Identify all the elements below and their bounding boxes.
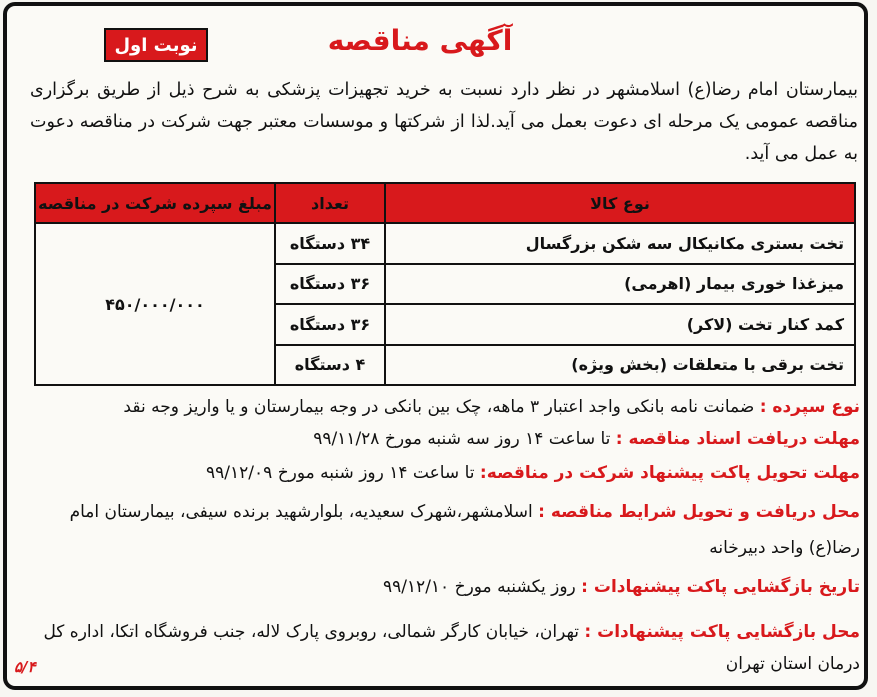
submit-deadline-label: مهلت تحویل پاکت پیشنهاد شرکت در مناقصه: (479, 463, 860, 483)
submit-deadline-value: تا ساعت ۱۴ روز شنبه مورخ ۹۹/۱۲/۰۹ (206, 463, 475, 483)
opening-place-label: محل بازگشایی پاکت پیشنهادات : (584, 622, 860, 642)
row-qty: ۳۴ دستگاه (275, 223, 385, 264)
location (18, 494, 860, 566)
header-item: نوع کالا (385, 183, 855, 223)
opening-place (18, 616, 860, 680)
items-table (34, 182, 856, 386)
table-row (35, 223, 855, 264)
deposit-type-value: ضمانت نامه بانکی واجد اعتبار ۳ ماهه، چک بین بانکی در وجه بیمارستان و یا واریز وجه نقد (123, 397, 755, 417)
opening-date-label: تاریخ بازگشایی پاکت پیشنهادات : (581, 577, 860, 597)
deposit-type (18, 392, 860, 422)
handwritten-note: ۵/۴ (14, 658, 36, 676)
row-qty: ۴ دستگاه (275, 345, 385, 386)
docs-deadline-value: تا ساعت ۱۴ روز سه شنبه مورخ ۹۹/۱۱/۲۸ (313, 429, 611, 449)
row-item: کمد کنار تخت (لاکر) (385, 304, 855, 345)
location-label: محل دریافت و تحویل شرایط مناقصه : (538, 502, 860, 522)
round-badge: نوبت اول (104, 28, 208, 62)
deposit-amount: ۴۵۰/۰۰۰/۰۰۰ (35, 223, 275, 385)
table-header-row (35, 183, 855, 223)
page-title: آگهی مناقصه (327, 24, 513, 57)
submit-deadline (18, 458, 860, 488)
row-qty: ۳۶ دستگاه (275, 304, 385, 345)
location-value: اسلامشهر،شهرک سعیدیه، بلوارشهید برنده سیفی، بیمارستان امام رضا(ع) واحد دبیرخانه (69, 502, 860, 558)
opening-place-value: تهران، خیابان کارگر شمالی، روبروی پارک لاله، جنب فروشگاه اتکا، اداره کل درمان استان تهران (43, 622, 860, 674)
row-item: تخت بستری مکانیکال سه شکن بزرگسال (385, 223, 855, 264)
opening-date (18, 572, 860, 602)
row-item: میزغذا خوری بیمار (اهرمی) (385, 264, 855, 305)
row-item: تخت برقی با متعلقات (بخش ویژه) (385, 345, 855, 386)
docs-deadline (18, 424, 860, 454)
deposit-type-label: نوع سپرده : (759, 397, 860, 417)
docs-deadline-label: مهلت دریافت اسناد مناقصه : (615, 429, 860, 449)
row-qty: ۳۶ دستگاه (275, 264, 385, 305)
header-deposit: مبلغ سپرده شرکت در مناقصه (35, 183, 275, 223)
opening-date-value: روز یکشنبه مورخ ۹۹/۱۲/۱۰ (382, 577, 576, 597)
intro-paragraph: بیمارستان امام رضا(ع) اسلامشهر در نظر دارد نسبت به خرید تجهیزات پزشکی به شرح ذیل از طریق برگزاری مناقصه عمومی یک مرحله ای دعوت بعمل می آید.لذا از شرکتها و موسسات معتبر جهت شرکت در مناقصه دعوت به عمل می آید. (30, 80, 858, 164)
header-qty: تعداد (275, 183, 385, 223)
